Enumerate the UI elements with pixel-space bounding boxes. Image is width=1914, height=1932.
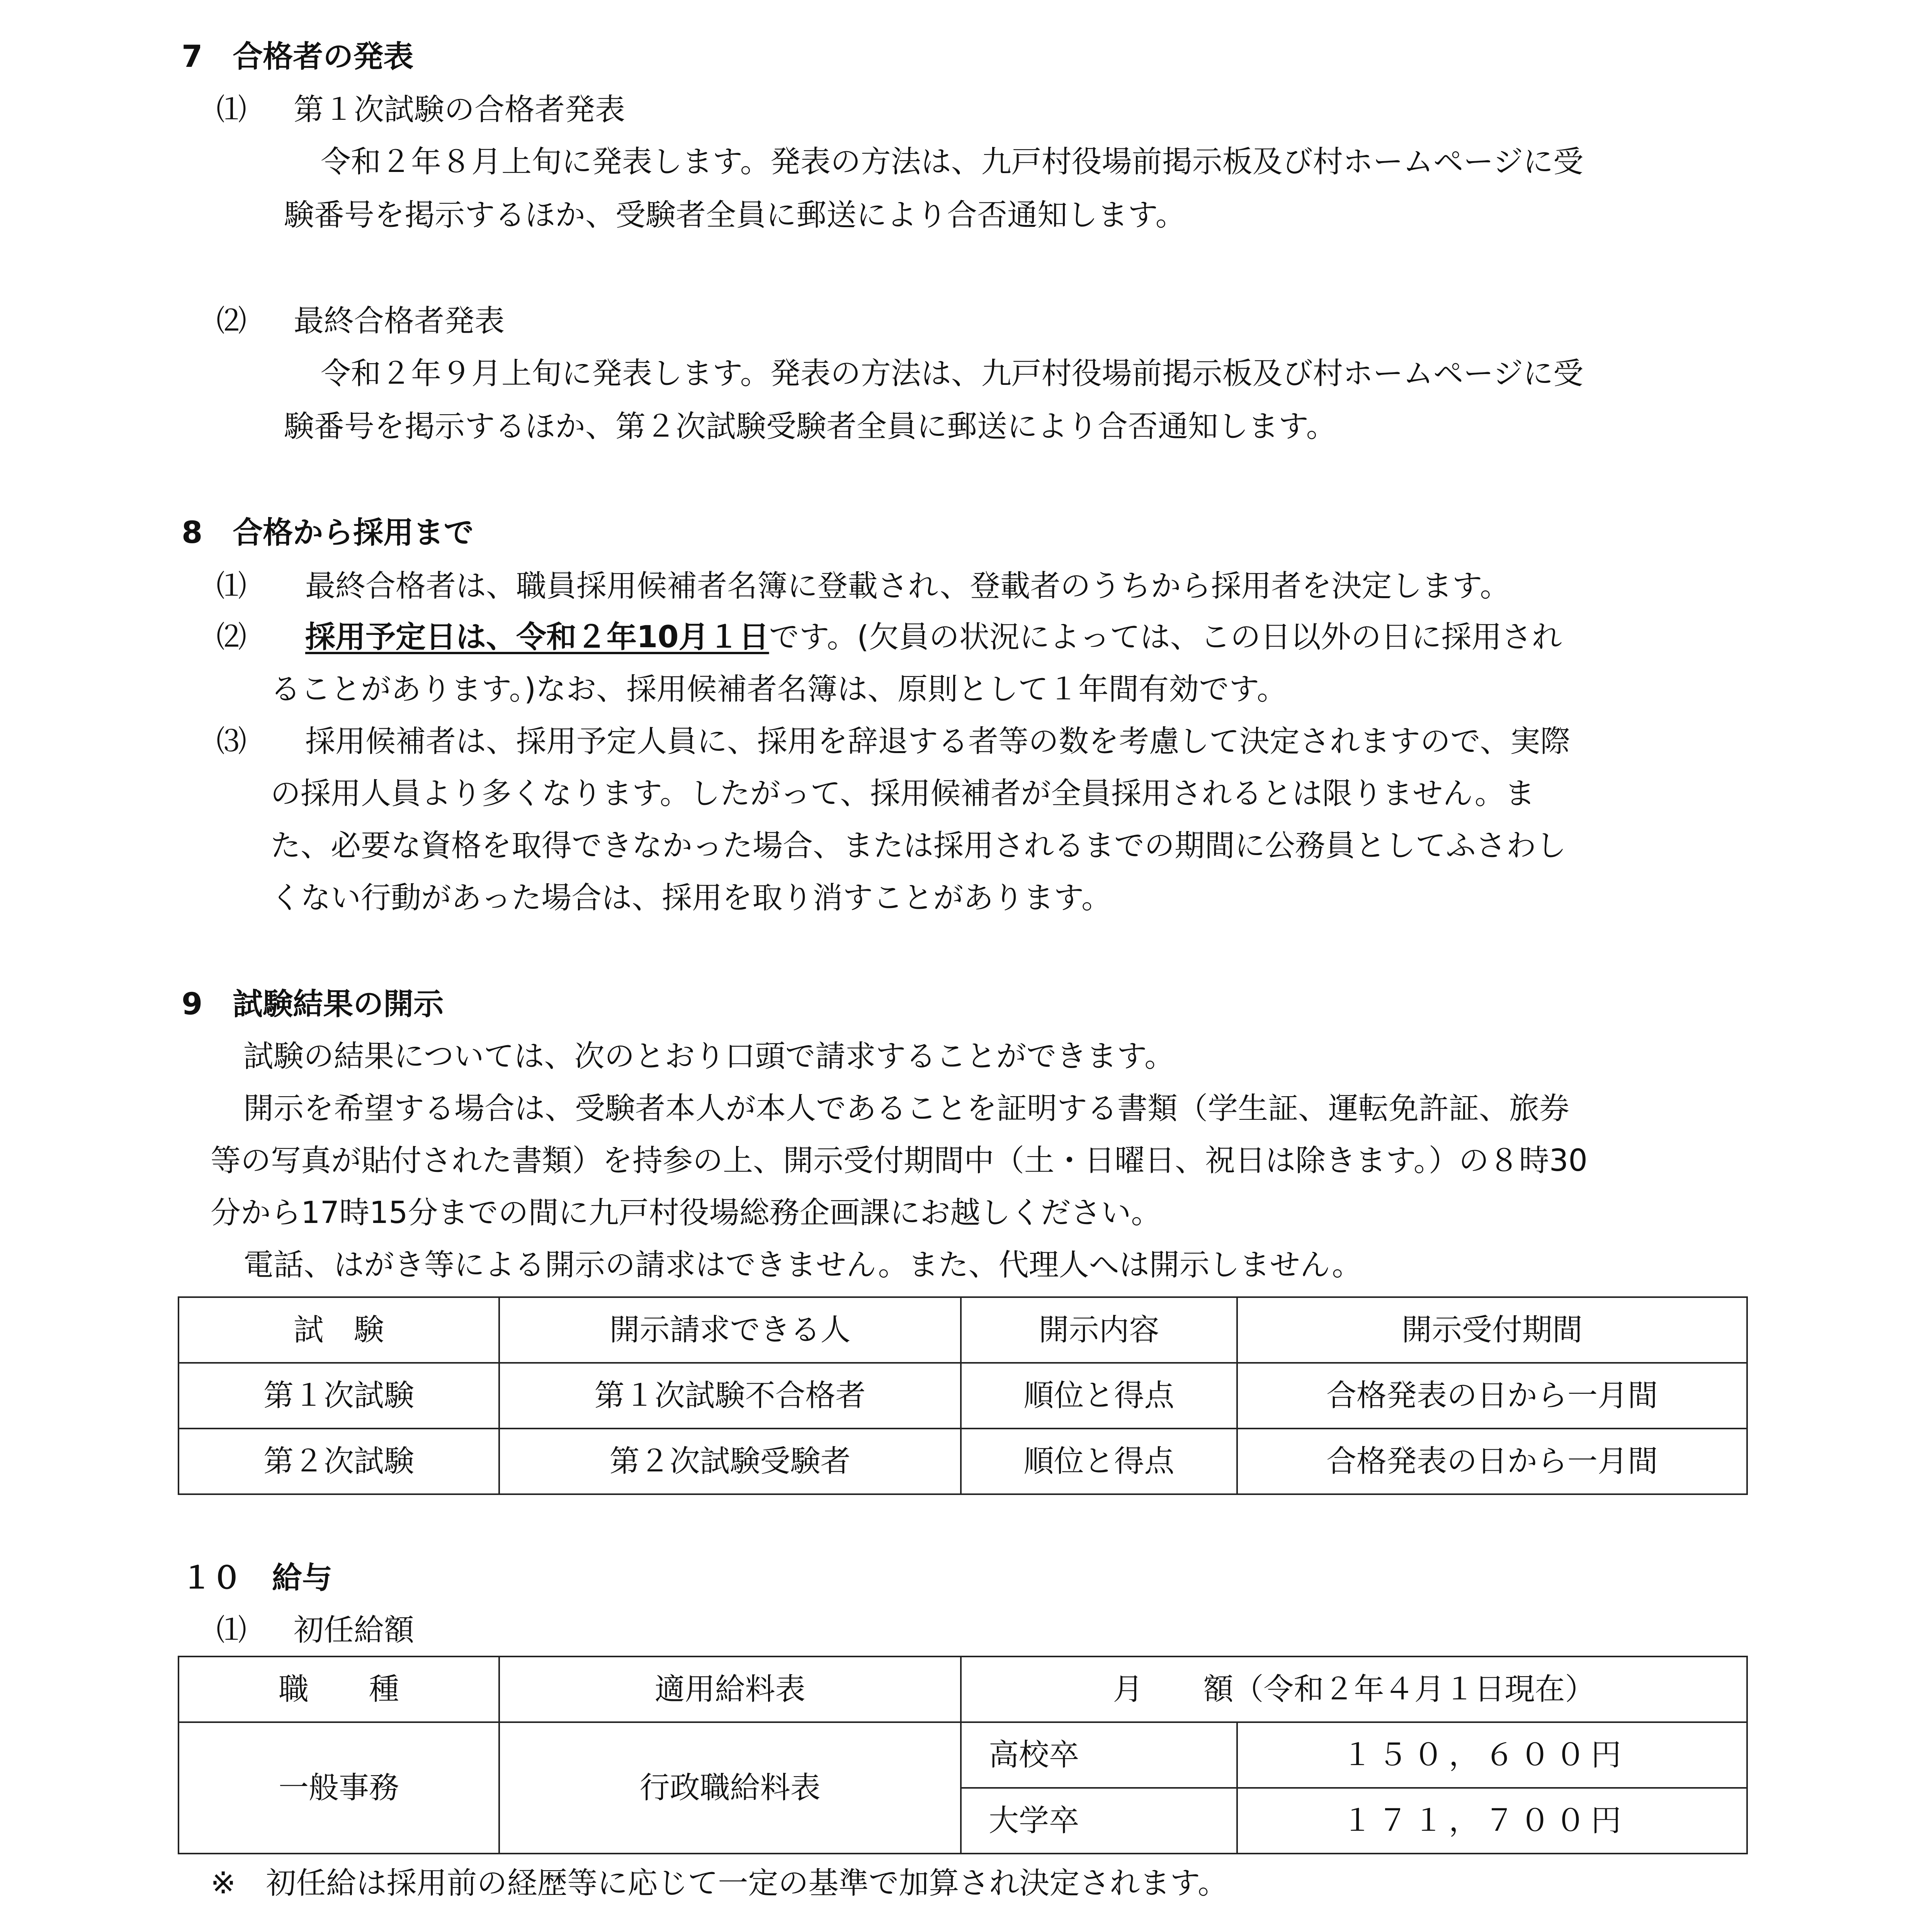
th-monthly-amount: 月 額（令和２年４月１日現在） xyxy=(961,1656,1747,1722)
s8-item3-text-line2: の採用人員より多くなります。したがって、採用候補者が全員採用されるとは限りません。ま xyxy=(270,776,1535,811)
s9-text-line4: 分から17時15分までの間に九戸村役場総務企画課にお越しください。 xyxy=(211,1196,1161,1230)
salary-schedule-cell: 行政職給料表 xyxy=(499,1722,961,1854)
table-row xyxy=(178,1722,1747,1788)
education-cell: 大学卒 xyxy=(961,1788,1237,1854)
salary-note: ※ 初任給は採用前の経歴等に応じて一定の基準で加算され決定されます。 xyxy=(211,1866,1228,1901)
section-8-heading: 8 合格から採用まで xyxy=(182,515,474,550)
s10-item1-title: 初任給額 xyxy=(294,1613,415,1648)
table-cell: 順位と得点 xyxy=(961,1363,1237,1429)
section-10-heading: １０ 給与 xyxy=(182,1561,333,1595)
s8-item2-text-line1 xyxy=(305,620,1562,655)
education-cell: 高校卒 xyxy=(961,1722,1237,1788)
s8-item3-text-line4: くない行動があった場合は、採用を取り消すことがあります。 xyxy=(270,881,1112,915)
table-row xyxy=(178,1429,1747,1494)
s7-item2-label: ⑵ xyxy=(216,304,247,338)
th-eligible: 開示請求できる人 xyxy=(499,1297,961,1363)
table-row xyxy=(178,1363,1747,1429)
s7-item2-text-line2: 験番号を掲示するほか、第２次試験受験者全員に郵送により合否通知します。 xyxy=(284,409,1336,444)
th-salary-schedule: 適用給料表 xyxy=(499,1656,961,1722)
s7-item2-title: 最終合格者発表 xyxy=(294,304,505,338)
s8-item2-label: ⑵ xyxy=(216,620,247,655)
s10-item1-label: ⑴ xyxy=(216,1613,247,1648)
table-cell: 第１次試験不合格者 xyxy=(499,1363,961,1429)
s8-item2-text-rest: です。(欠員の状況によっては、この日以外の日に採用され xyxy=(769,620,1562,655)
job-type-cell: 一般事務 xyxy=(178,1722,499,1854)
s8-item3-text-line3: た、必要な資格を取得できなかった場合、または採用されるまでの期間に公務員としてふさわし xyxy=(270,828,1567,863)
table-cell: 第２次試験 xyxy=(178,1429,499,1494)
table-cell: 順位と得点 xyxy=(961,1429,1237,1494)
th-period: 開示受付期間 xyxy=(1237,1297,1747,1363)
s7-item1-label: ⑴ xyxy=(216,92,247,127)
amount-cell: １５０，６００円 xyxy=(1237,1722,1747,1788)
amount-cell: １７１，７００円 xyxy=(1237,1788,1747,1854)
table-header-row xyxy=(178,1297,1747,1363)
section-9-heading: 9 試験結果の開示 xyxy=(182,987,444,1022)
s9-text-line3: 等の写真が貼付された書類）を持参の上、開示受付期間中（土・日曜日、祝日は除きます。）の８時30 xyxy=(211,1143,1588,1178)
s7-item1-text-line1: 令和２年８月上旬に発表します。発表の方法は、九戸村役場前掲示板及び村ホームページに受 xyxy=(321,145,1584,179)
s8-item1-text: 最終合格者は、職員採用候補者名簿に登載され、登載者のうちから採用者を決定します。 xyxy=(305,569,1510,604)
s8-item2-text-line2: ることがあります。)なお、採用候補者名簿は、原則として１年間有効です。 xyxy=(270,672,1287,707)
s9-text-line1: 試験の結果については、次のとおり口頭で請求することができます。 xyxy=(243,1039,1175,1074)
s8-item3-label: ⑶ xyxy=(216,724,247,759)
s9-text-line5: 電話、はがき等による開示の請求はできません。また、代理人へは開示しません。 xyxy=(243,1248,1362,1282)
s9-text-line2: 開示を希望する場合は、受験者本人が本人であることを証明する書類（学生証、運転免許証、旅券 xyxy=(243,1091,1570,1126)
s8-item1-label: ⑴ xyxy=(216,569,247,604)
disclosure-table xyxy=(178,1296,1748,1495)
table-cell: 第１次試験 xyxy=(178,1363,499,1429)
employment-date-emphasis: 採用予定日は、令和２年10月１日 xyxy=(305,620,769,655)
section-7-heading: 7 合格者の発表 xyxy=(182,39,414,74)
s7-item1-text-line2: 験番号を掲示するほか、受験者全員に郵送により合否通知します。 xyxy=(284,198,1186,233)
th-content: 開示内容 xyxy=(961,1297,1237,1363)
s8-item3-text-line1: 採用候補者は、採用予定人員に、採用を辞退する者等の数を考慮して決定されますので、実際 xyxy=(305,724,1571,759)
s7-item1-title: 第１次試験の合格者発表 xyxy=(294,92,626,127)
salary-table xyxy=(178,1656,1748,1854)
th-job-type: 職 種 xyxy=(178,1656,499,1722)
s7-item2-text-line1: 令和２年９月上旬に発表します。発表の方法は、九戸村役場前掲示板及び村ホームページに受 xyxy=(321,356,1584,391)
table-cell: 第２次試験受験者 xyxy=(499,1429,961,1494)
table-cell: 合格発表の日から一月間 xyxy=(1237,1363,1747,1429)
th-exam: 試 験 xyxy=(178,1297,499,1363)
table-cell: 合格発表の日から一月間 xyxy=(1237,1429,1747,1494)
table-header-row xyxy=(178,1656,1747,1722)
